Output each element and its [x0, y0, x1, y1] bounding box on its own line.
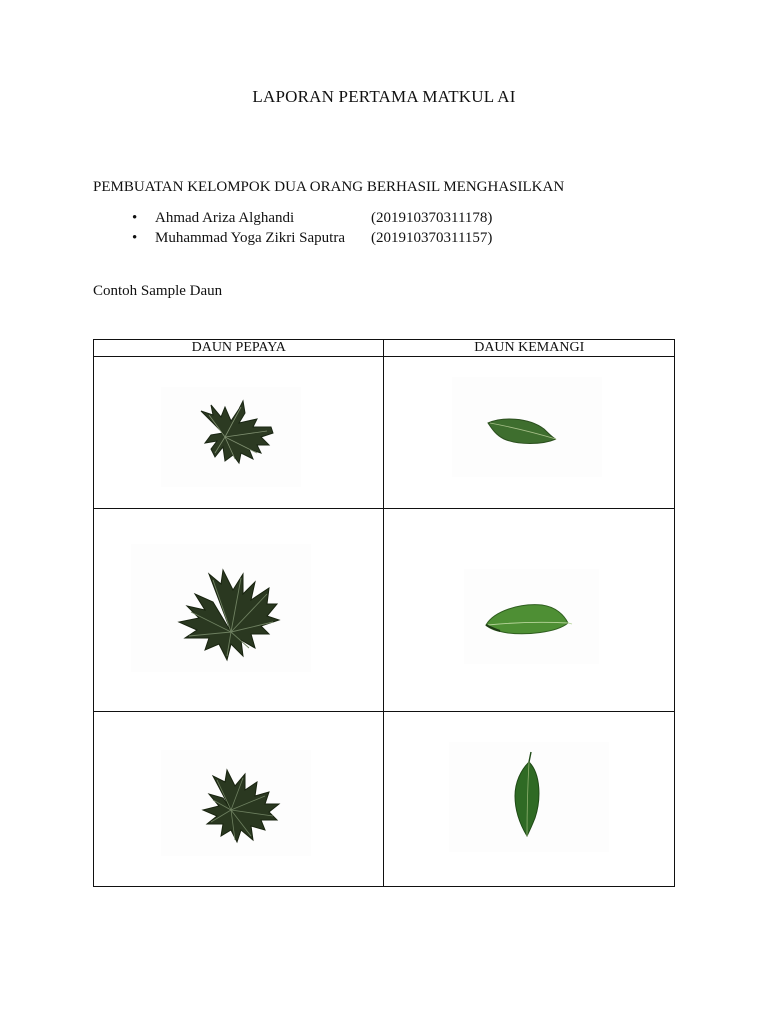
member-list — [132, 208, 492, 248]
table-cell — [94, 509, 384, 712]
papaya-leaf-image — [161, 750, 311, 856]
bullet-icon: • — [132, 210, 138, 226]
table-cell — [384, 357, 675, 509]
table-row — [94, 509, 675, 712]
member-id: (201910370311157) — [371, 230, 493, 246]
table-row — [94, 712, 675, 887]
table-row — [94, 357, 675, 509]
list-item — [132, 208, 492, 228]
column-header-pepaya: DAUN PEPAYA — [94, 340, 384, 357]
member-name: Muhammad Yoga Zikri Saputra — [155, 230, 345, 246]
sample-label: Contoh Sample Daun — [93, 283, 223, 299]
papaya-leaf-image — [161, 387, 301, 487]
group-heading: PEMBUATAN KELOMPOK DUA ORANG BERHASIL MENGHASILKAN — [93, 179, 565, 195]
document-title: LAPORAN PERTAMA MATKUL AI — [252, 87, 516, 106]
table-cell — [384, 712, 675, 887]
table-cell — [384, 509, 675, 712]
member-name: Ahmad Ariza Alghandi — [155, 210, 295, 226]
table-cell — [94, 712, 384, 887]
leaf-sample-table — [93, 339, 675, 887]
column-header-kemangi: DAUN KEMANGI — [384, 340, 675, 357]
basil-leaf-image — [452, 377, 602, 477]
basil-leaf-image — [449, 742, 609, 852]
list-item — [132, 228, 492, 248]
table-cell — [94, 357, 384, 509]
bullet-icon: • — [132, 230, 138, 246]
papaya-leaf-image — [131, 544, 311, 672]
basil-leaf-image — [464, 569, 599, 664]
member-id: (201910370311178) — [371, 210, 493, 226]
